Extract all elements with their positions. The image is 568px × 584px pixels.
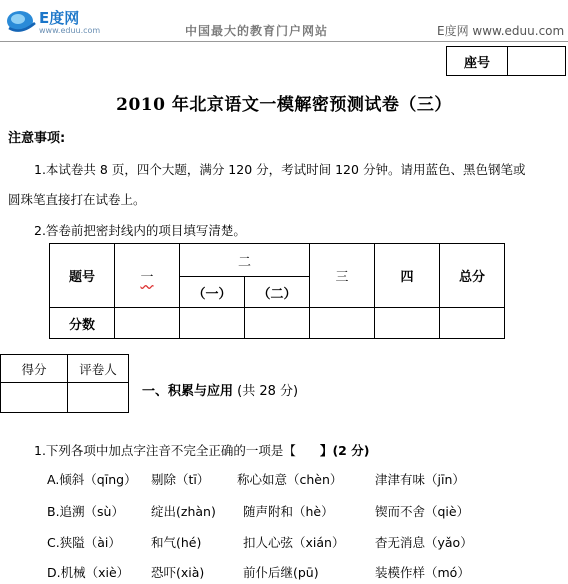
question-1-stem	[34, 441, 369, 459]
option-c-item-1: C.狭隘（ài）	[47, 535, 121, 550]
option-c-item-4: 杳无消息（yǎo）	[375, 535, 473, 550]
option-a-item-1: A.倾斜（qīng）	[47, 472, 137, 487]
score-table-col-2: 二	[180, 244, 310, 277]
section-1-points: (共 28 分)	[237, 384, 299, 399]
score-table-col-4: 四	[375, 244, 440, 308]
option-b-item-2: 绽出(zhàn)	[151, 504, 216, 519]
grader-score-field[interactable]	[1, 383, 68, 413]
score-table-col-label: 题号	[50, 244, 115, 308]
option-d-item-3: 前仆后继(pū)	[243, 565, 319, 580]
grader-box	[0, 354, 129, 413]
option-a-item-2: 剔除（tī）	[151, 472, 210, 487]
option-c-item-3: 扣人心弦（xián）	[243, 535, 345, 550]
notice-item-2: 2.答卷前把密封线内的项目填写清楚。	[34, 223, 246, 238]
option-b-item-4: 锲而不舍（qiè）	[375, 504, 470, 519]
header-site-link[interactable]: E度网 www.eduu.com	[437, 24, 565, 38]
score-table-col-total: 总分	[440, 244, 505, 308]
notice-heading: 注意事项:	[8, 131, 66, 146]
logo-url: www.eduu.com	[39, 26, 101, 35]
grader-name-label: 评卷人	[68, 355, 129, 383]
exam-title: 2010 年北京语文一模解密预测试卷（三）	[116, 95, 452, 115]
option-d-item-1: D.机械（xiè）	[47, 565, 130, 580]
logo-brand: E度网	[39, 9, 80, 27]
score-cell-2-2[interactable]	[245, 308, 310, 339]
header-divider	[0, 41, 568, 42]
option-c-item-2: 和气(hé)	[151, 535, 202, 550]
section-1-heading	[142, 380, 298, 399]
seat-number-label: 座号	[447, 47, 508, 75]
option-b-item-1: B.追溯（sù）	[47, 504, 124, 519]
option-b-item-3: 随声附和（hè）	[243, 504, 334, 519]
score-table-col-3: 三	[310, 244, 375, 308]
option-a-item-3: 称心如意（chèn）	[237, 472, 343, 487]
score-table-col-2-sub-1: （一）	[180, 277, 245, 308]
option-d-item-2: 恐吓(xià)	[151, 565, 205, 580]
score-table-col-1: 一	[115, 244, 180, 308]
site-logo[interactable]	[6, 4, 116, 40]
score-cell-2-1[interactable]	[180, 308, 245, 339]
grader-score-label: 得分	[1, 355, 68, 383]
e-swoosh-icon	[6, 8, 36, 34]
option-d-item-4: 装模作样（mó）	[375, 565, 470, 580]
notice-item-1-line-1: 1.本试卷共 8 页，四个大题，满分 120 分，考试时间 120 分钟。请用蓝色、黑色钢笔或	[34, 162, 526, 177]
score-cell-3[interactable]	[310, 308, 375, 339]
seat-number-box	[446, 46, 566, 76]
score-table-col-2-sub-2: （二）	[245, 277, 310, 308]
notice-item-1-line-2: 圆珠笔直接打在试卷上。	[8, 192, 146, 207]
score-cell-4[interactable]	[375, 308, 440, 339]
seat-number-field[interactable]	[508, 47, 565, 75]
score-cell-total[interactable]	[440, 308, 505, 339]
score-table	[49, 243, 505, 339]
question-1-text: 1.下列各项中加点字注音不完全正确的一项是【	[34, 443, 296, 458]
section-1-title: 一、积累与应用	[142, 384, 234, 399]
header-slogan: 中国最大的教育门户网站	[185, 24, 329, 38]
score-cell-1[interactable]	[115, 308, 180, 339]
option-a-item-4: 津津有味（jīn）	[375, 472, 465, 487]
score-table-row-label: 分数	[50, 308, 115, 339]
question-1-points: 】(2 分)	[319, 443, 370, 458]
grader-name-field[interactable]	[68, 383, 129, 413]
